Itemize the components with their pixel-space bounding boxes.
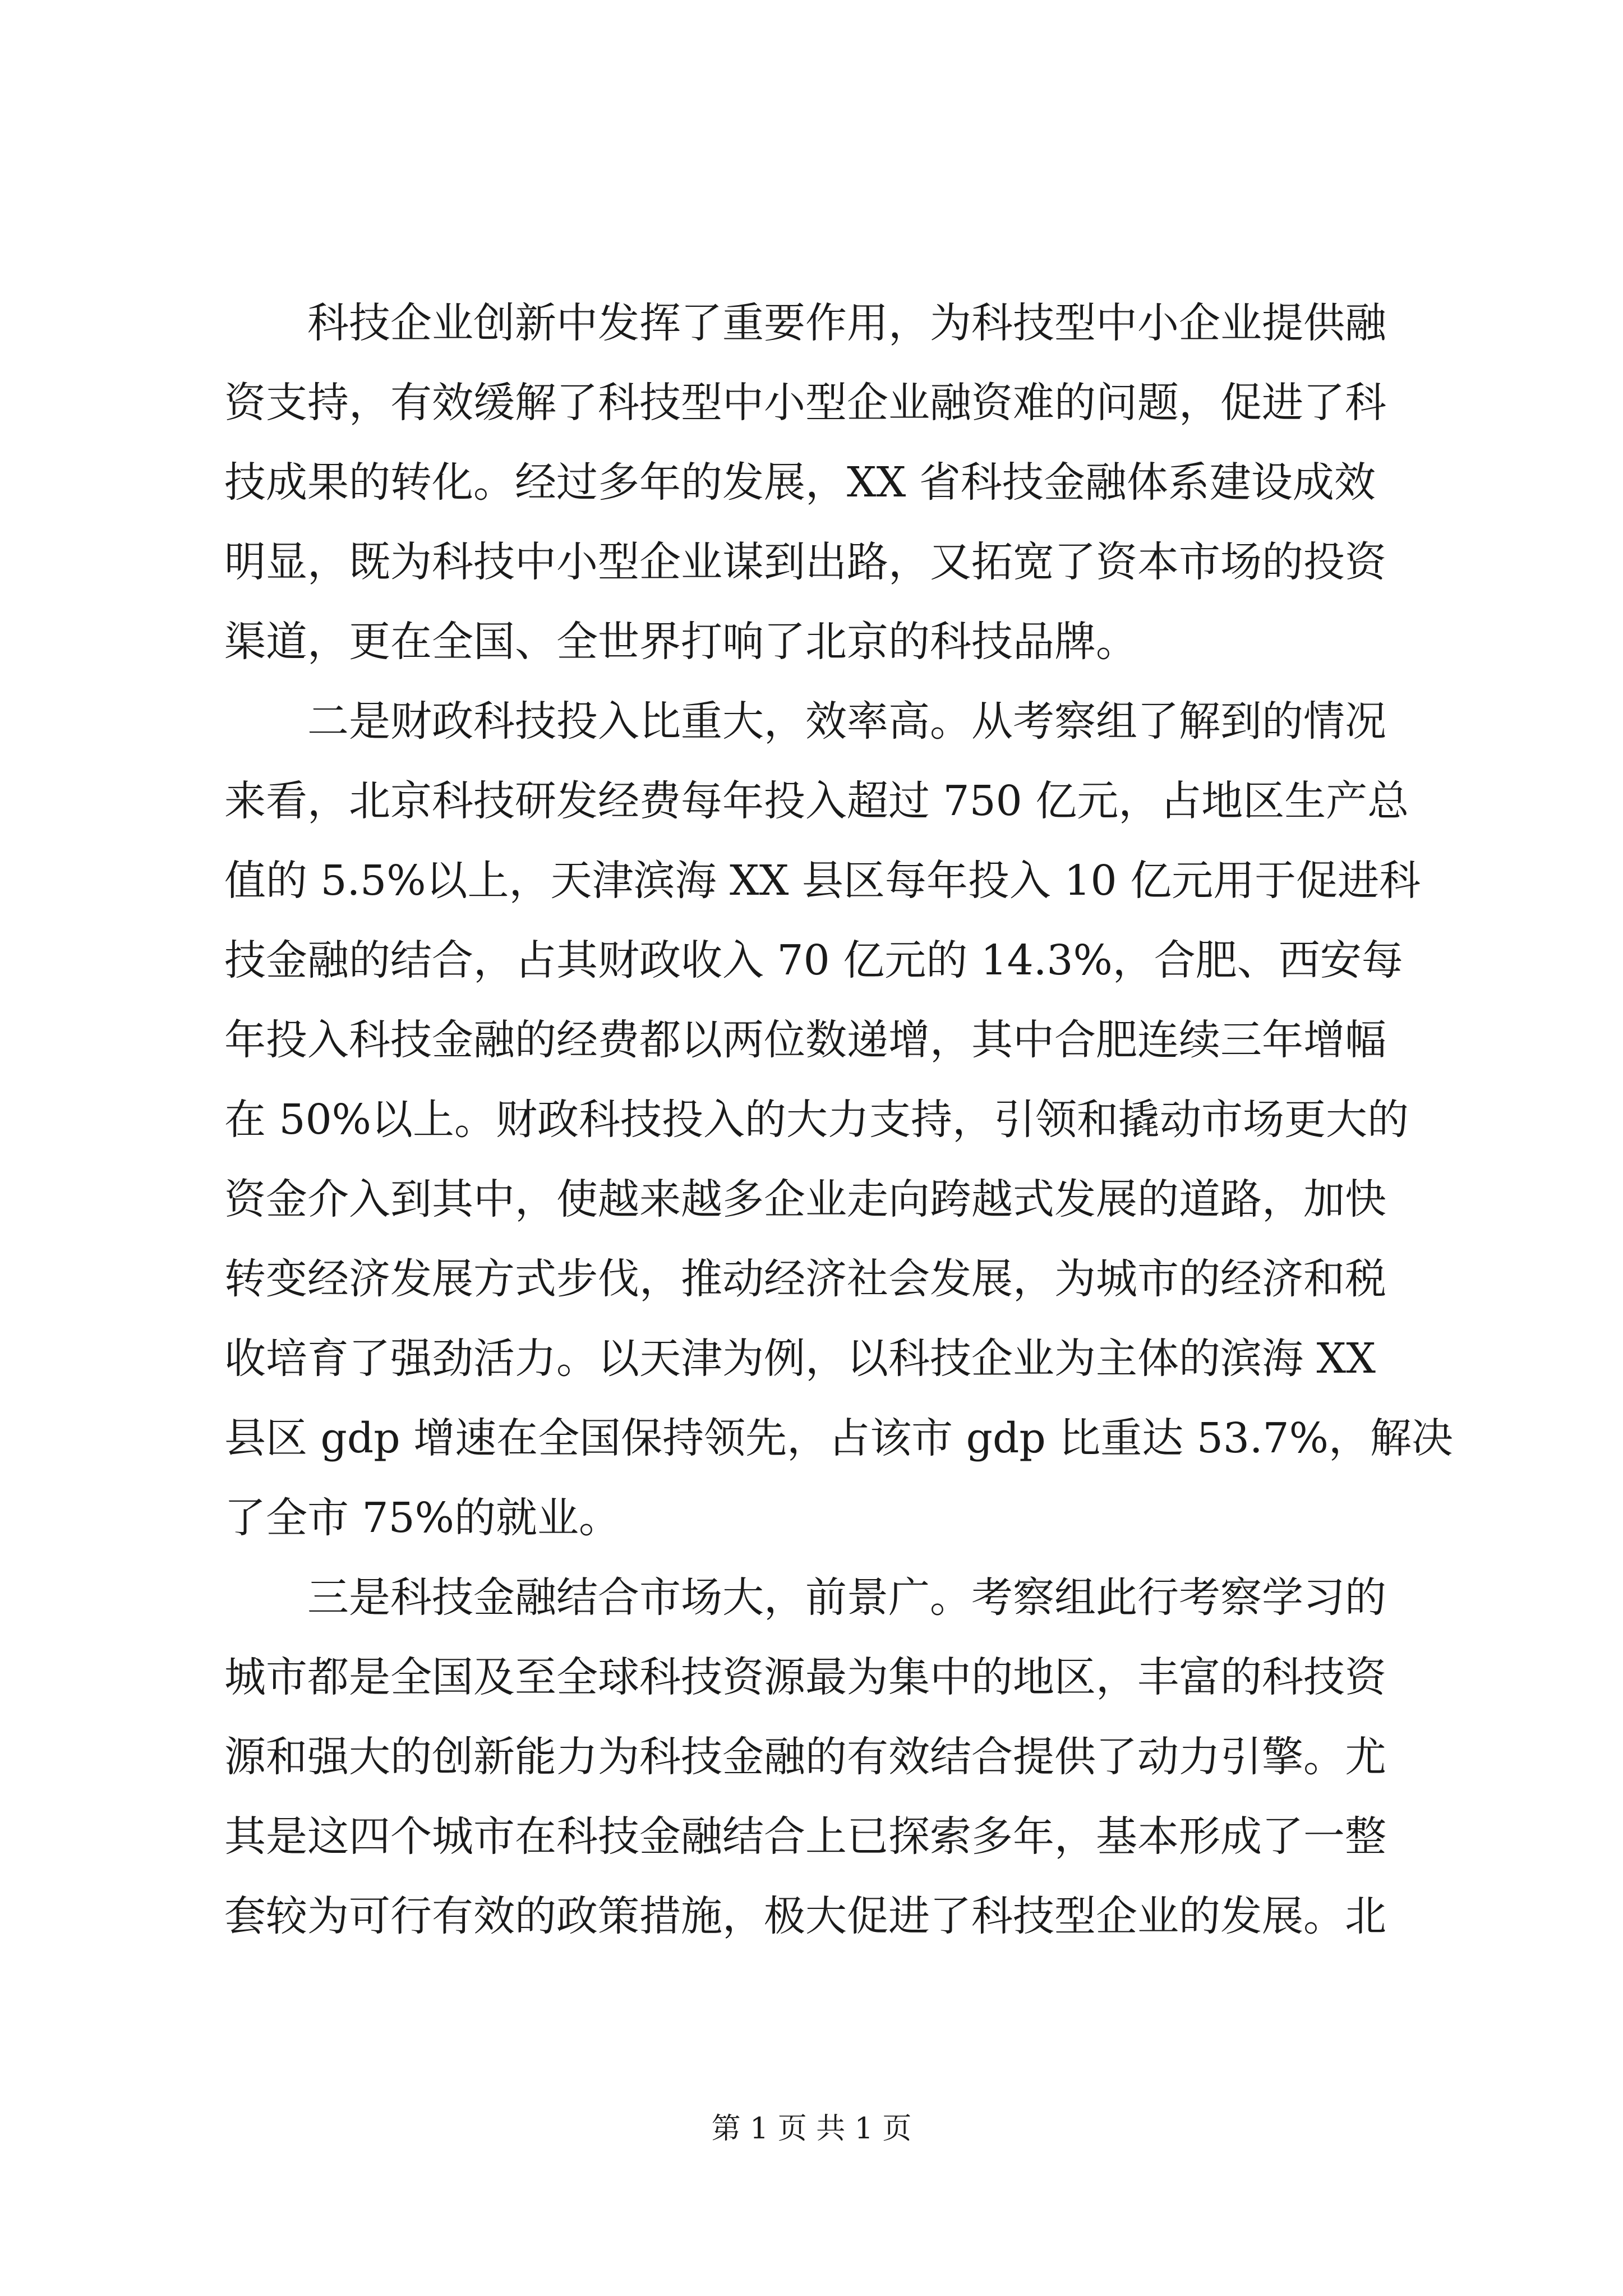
body-text [224, 283, 1453, 1956]
text-line: 其是这四个城市在科技金融结合上已探索多年，基本形成了一整 [224, 1812, 1386, 1861]
text-line: 源和强大的创新能力为科技金融的有效结合提供了动力引擎。尤 [224, 1733, 1386, 1781]
text-line: 了全市 75%的就业。 [224, 1494, 620, 1542]
paragraph-start-line: 二是财政科技投入比重大，效率高。从考察组了解到的情况 [307, 697, 1386, 746]
text-line: 科技企业创新中发挥了重要作用，为科技型中小企业提供融 [307, 299, 1386, 347]
page-footer [0, 2109, 1623, 2148]
text-line: 收培育了强劲活力。以天津为例，以科技企业为主体的滨海 XX [224, 1335, 1376, 1383]
text-line: 资支持，有效缓解了科技型中小型企业融资难的问题，促进了科 [224, 379, 1386, 427]
text-line: 在 50%以上。财政科技投入的大力支持，引领和撬动市场更大的 [224, 1096, 1409, 1144]
text-line: 来看，北京科技研发经费每年投入超过 750 亿元，占地区生产总 [224, 777, 1409, 825]
page-number: 第 1 页 共 1 页 [711, 2112, 912, 2146]
text-line: 明显，既为科技中小型企业谋到出路，又拓宽了资本市场的投资 [224, 538, 1386, 586]
text-line: 县区 gdp 增速在全国保持领先，占该市 gdp 比重达 53.7%，解决 [224, 1414, 1453, 1462]
text-line: 渠道，更在全国、全世界打响了北京的科技品牌。 [224, 618, 1137, 666]
text-line: 资金介入到其中，使越来越多企业走向跨越式发展的道路，加快 [224, 1175, 1386, 1223]
text-line: 技成果的转化。经过多年的发展，XX 省科技金融体系建设成效 [224, 458, 1376, 507]
paragraph-start-line: 三是科技金融结合市场大，前景广。考察组此行考察学习的 [307, 1573, 1386, 1622]
text-line: 套较为可行有效的政策措施，极大促进了科技型企业的发展。北 [224, 1892, 1386, 1940]
text-line: 城市都是全国及至全球科技资源最为集中的地区，丰富的科技资 [224, 1653, 1386, 1701]
text-line: 值的 5.5%以上，天津滨海 XX 县区每年投入 10 亿元用于促进科 [224, 857, 1421, 905]
text-line: 转变经济发展方式步伐，推动经济社会发展，为城市的经济和税 [224, 1255, 1386, 1303]
text-line: 技金融的结合，占其财政收入 70 亿元的 14.3%，合肥、西安每 [224, 936, 1403, 984]
text-line: 年投入科技金融的经费都以两位数递增，其中合肥连续三年增幅 [224, 1016, 1386, 1064]
